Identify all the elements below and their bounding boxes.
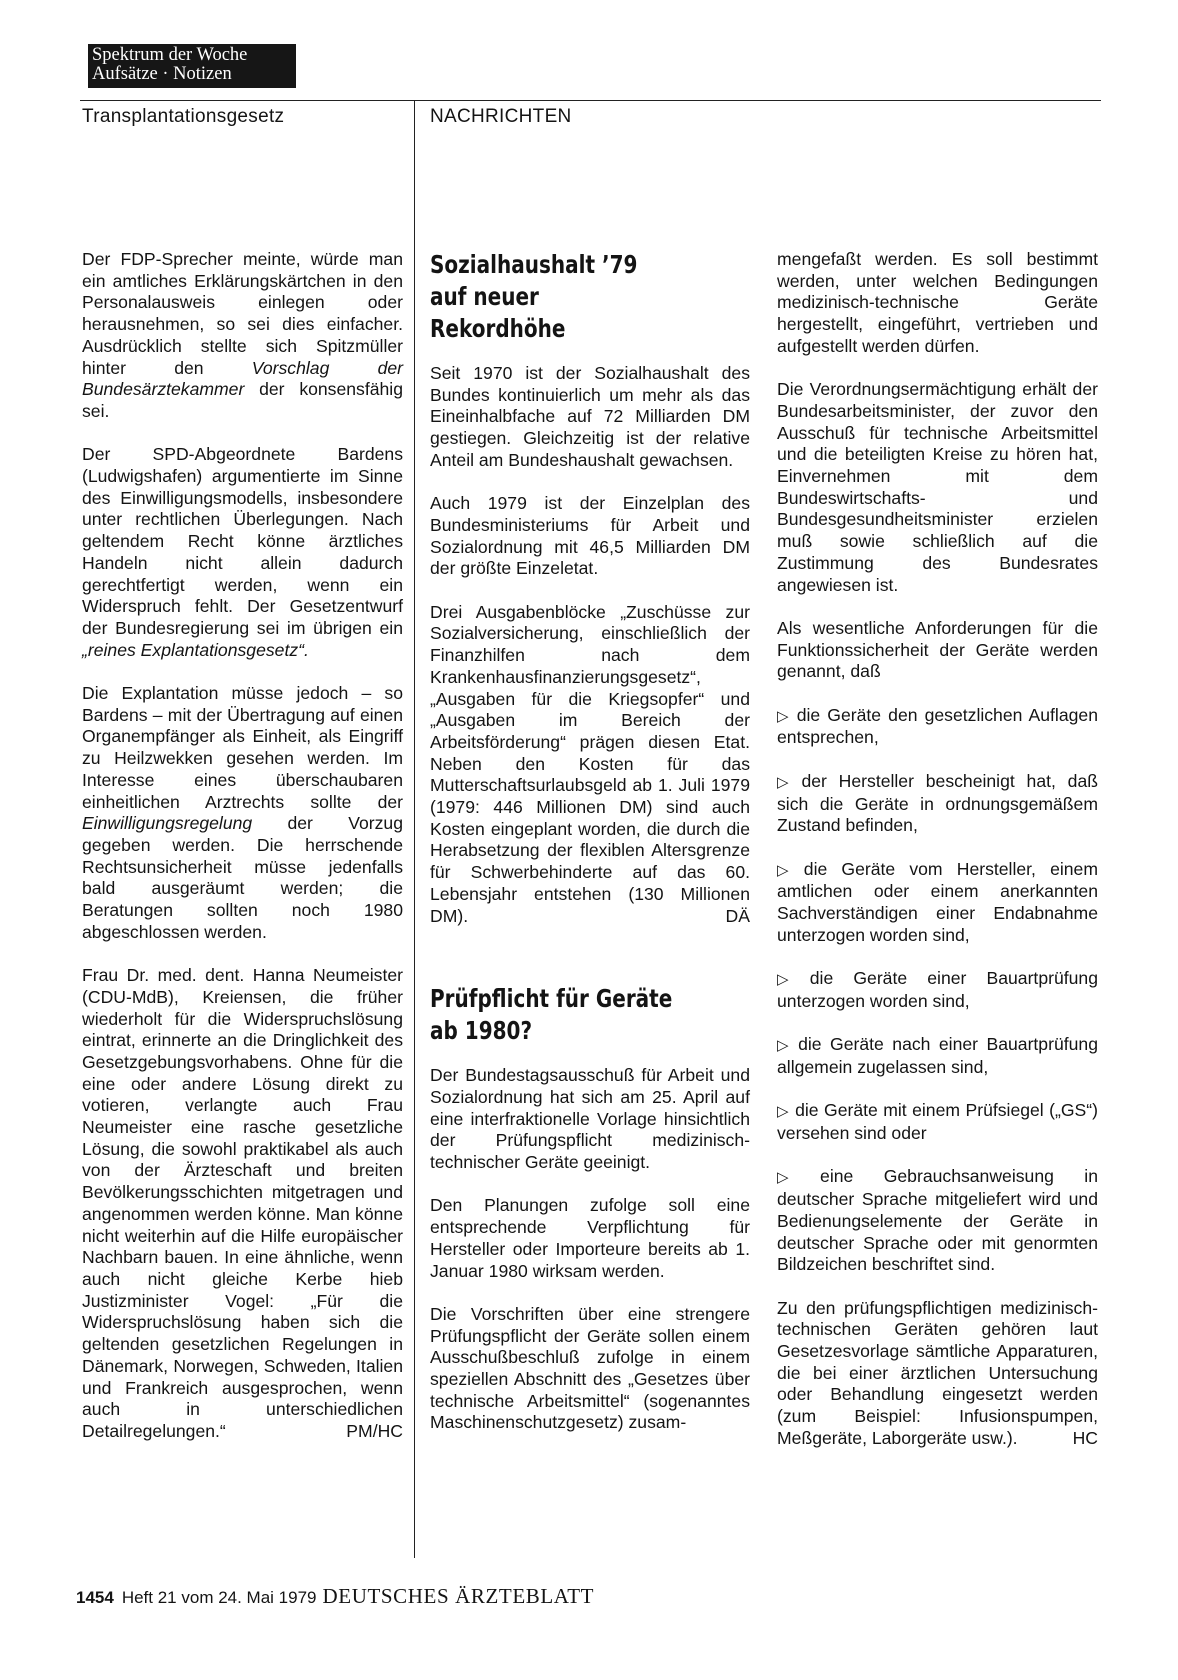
author-signature: HC [1072, 1427, 1098, 1448]
author-signature: DÄ [725, 905, 750, 926]
emphasis: „reines Explantationsgesetz“. [82, 639, 309, 660]
bullet-item: ▷ die Geräte mit einem Prüfsiegel („GS“) versehen sind oder [777, 1100, 1098, 1143]
section-header-line1: Spektrum der Woche [92, 45, 248, 65]
triangle-bullet-icon: ▷ [777, 773, 796, 791]
triangle-bullet-icon: ▷ [777, 1103, 790, 1121]
bullet-item: ▷ der Hersteller bescheinigt hat, daß sich die Geräte in ordnungsgemäßem Zustand befinden, [777, 770, 1098, 836]
right-section-label: NACHRICHTEN [430, 106, 572, 127]
paragraph: Der FDP-Sprecher meinte, würde man ein amtliches Erklärungskärtchen in den Personalausweis einlegen oder herausnehmen, so sei dies einfacher. Ausdrücklich stellte sich Spitzmüller hinter den Vorschlag der Bundesärztekammer der konsensfähig sei. [82, 249, 403, 421]
paragraph: Als wesentliche Anforderungen für die Funktionssicherheit der Geräte werden genannt, daß [777, 617, 1098, 682]
bullet-item: ▷ die Geräte nach einer Bauartprüfung allgemein zugelassen sind, [777, 1034, 1098, 1077]
paragraph: Die Explantation müsse jedoch – so Bardens – mit der Übertragung auf einen Organempfänger als Einheit, als Eingriff zu Heilzwekken gesehen werden. Im Interesse eines überschaubaren einheitlichen Arztrechts sollte der Einwilligungsregelung der Vorzug gegeben werden. Die herrschende Rechtsunsicherheit müsse jedenfalls bald ausgeräumt werden; die Beratungen sollten noch 1980 abgeschlossen werden. [82, 683, 403, 942]
publication-name: DEUTSCHES ÄRZTEBLATT [322, 1584, 595, 1608]
column-transplantation [82, 249, 403, 1443]
author-signature: PM/HC [346, 1420, 403, 1441]
headline-sozialhaushalt: Sozialhaushalt ’79 auf neuer Rekordhöhe [430, 250, 638, 343]
bullet-item: ▷ die Geräte den gesetzlichen Auflagen entsprechen, [777, 704, 1098, 748]
bullet-item: ▷ die Geräte vom Hersteller, einem amtlichen oder einem anerkannten Sachverständigen einer Endabnahme unterzogen worden sind, [777, 858, 1098, 945]
top-rule [80, 100, 1101, 101]
emphasis: Vorschlag der Bundesärztekammer [82, 357, 403, 400]
section-header-box [88, 44, 296, 88]
paragraph: Drei Ausgabenblöcke „Zuschüsse zur Sozialversicherung, einschließlich der Finanzhilfen nach dem Krankenhausfinanzierungsgesetz“, „Ausgaben für die Kriegsopfer“ und „Ausgaben im Bereich der Arbeitsförderung“ prägen diesen Etat. Neben den Kosten für das Mutterschaftsurlaubsgeld ab 1. Juli 1979 (1979: 446 Millionen DM) sind auch Kosten eingeplant worden, die durch die Herabsetzung der flexiblen Altersgrenze für Schwerbehinderte auf das 60. Lebensjahr entstehen (130 Millionen DM). DÄ [430, 601, 750, 926]
column-divider [414, 101, 415, 1558]
paragraph: Zu den prüfungspflichtigen medizinisch-technischen Geräten gehören laut Gesetzesvorlage sämtliche Apparaturen, die bei einer ärztlichen Untersuchung oder Behandlung eingesetzt werden (zum Beispiel: Infusionspumpen, Meßgeräte, Laborgeräte usw.). HC [777, 1297, 1098, 1448]
paragraph: Der SPD-Abgeordnete Bardens (Ludwigshafen) argumentierte im Sinne des Einwilligungsmodells, insbesondere unter rechtlichen Überlegungen. Nach geltendem Recht könne ärztliches Handeln nicht allein dadurch gerechtfertigt werden, wenn ein Widerspruch fehlt. Der Gesetzentwurf der Bundesregierung sei im übrigen ein „reines Explantationsgesetz“. [82, 444, 403, 660]
triangle-bullet-icon: ▷ [777, 971, 804, 989]
emphasis: Einwilligungsregelung [82, 813, 253, 834]
paragraph: Der Bundestagsausschuß für Arbeit und Sozialordnung hat sich am 25. April auf eine interfraktionelle Vorlage hinsichtlich der Prüfungspflicht medizinisch-technischer Geräte geeinigt. [430, 1065, 750, 1173]
triangle-bullet-icon: ▷ [777, 861, 798, 879]
column-news-middle [430, 249, 750, 1434]
bullet-item: ▷ eine Gebrauchsanweisung in deutscher Sprache mitgeliefert wird und Bedienungselemente der Geräte in deutscher Sprache oder mit genormten Bildzeichen beschriftet sind. [777, 1166, 1098, 1275]
triangle-bullet-icon: ▷ [777, 1037, 793, 1055]
triangle-bullet-icon: ▷ [777, 707, 791, 725]
paragraph: mengefaßt werden. Es soll bestimmt werden, unter welchen Bedingungen medizinisch-technische Geräte hergestellt, eingeführt, vertrieben und aufgestellt werden dürfen. [777, 249, 1098, 356]
column-news-right [777, 249, 1098, 1450]
left-section-label: Transplantationsgesetz [82, 106, 285, 127]
paragraph: Den Planungen zufolge soll eine entsprechende Verpflichtung für Hersteller oder Importeure bereits ab 1. Januar 1980 wirksam werden. [430, 1195, 750, 1281]
paragraph: Frau Dr. med. dent. Hanna Neumeister (CDU-MdB), Kreiensen, die früher wiederholt für die Widerspruchslösung eintrat, erinnerte an die Dringlichkeit des Gesetzgebungsvorhabens. Ohne für die eine oder andere Lösung direkt zu votieren, verlangte auch Frau Neumeister eine rasche gesetzliche Lösung, die sowohl praktikabel als auch von der Ärzteschaft und breiten Bevölkerungsschichten mitgetragen und angenommen werden könne. Man könne nicht weiterhin auf die Hilfe europäischer Nachbarn bauen. In eine ähnliche, wenn auch nicht gleiche Kerbe hieb Justizminister Vogel: „Für die Widerspruchslösung haben sich die geltenden gesetzlichen Regelungen in Dänemark, Norwegen, Schweden, Italien und Frankreich ausgesprochen, wenn auch in unterschiedlichen Detailregelungen.“ PM/HC [82, 965, 403, 1441]
paragraph: Die Vorschriften über eine strengere Prüfungspflicht der Geräte sollen einem Ausschußbeschluß zufolge in einem speziellen Abschnitt des „Gesetzes über technische Arbeitsmittel“ (sogenanntes Maschinenschutzgesetz) zusam- [430, 1303, 750, 1433]
issue-info: Heft 21 vom 24. Mai 1979 [121, 1588, 317, 1607]
triangle-bullet-icon: ▷ [777, 1169, 815, 1187]
paragraph: Seit 1970 ist der Sozialhaushalt des Bundes kontinuierlich um mehr als das Eineinhalbfache auf 72 Milliarden DM gestiegen. Gleichzeitig ist der relative Anteil am Bundeshaushalt gewachsen. [430, 363, 750, 470]
bullet-item: ▷ die Geräte einer Bauartprüfung unterzogen worden sind, [777, 968, 1098, 1011]
page-footer [76, 1584, 594, 1609]
headline-pruefpflicht: Prüfpflicht für Geräte ab 1980? [430, 984, 673, 1046]
page-number: 1454 [76, 1588, 114, 1607]
paragraph: Die Verordnungsermächtigung erhält der Bundesarbeitsminister, der zuvor den Ausschuß für technische Arbeitsmittel und die beteiligten Kreise zu hören hat, Einvernehmen mit dem Bundeswirtschafts- und Bundesgesundheitsminister erzielen muß sowie schließlich auf die Zustimmung des Bundesrates angewiesen ist. [777, 379, 1098, 595]
paragraph: Auch 1979 ist der Einzelplan des Bundesministeriums für Arbeit und Sozialordnung mit 46,5 Milliarden DM der größte Einzeletat. [430, 493, 750, 579]
section-header-line2: Aufsätze · Notizen [92, 64, 232, 84]
